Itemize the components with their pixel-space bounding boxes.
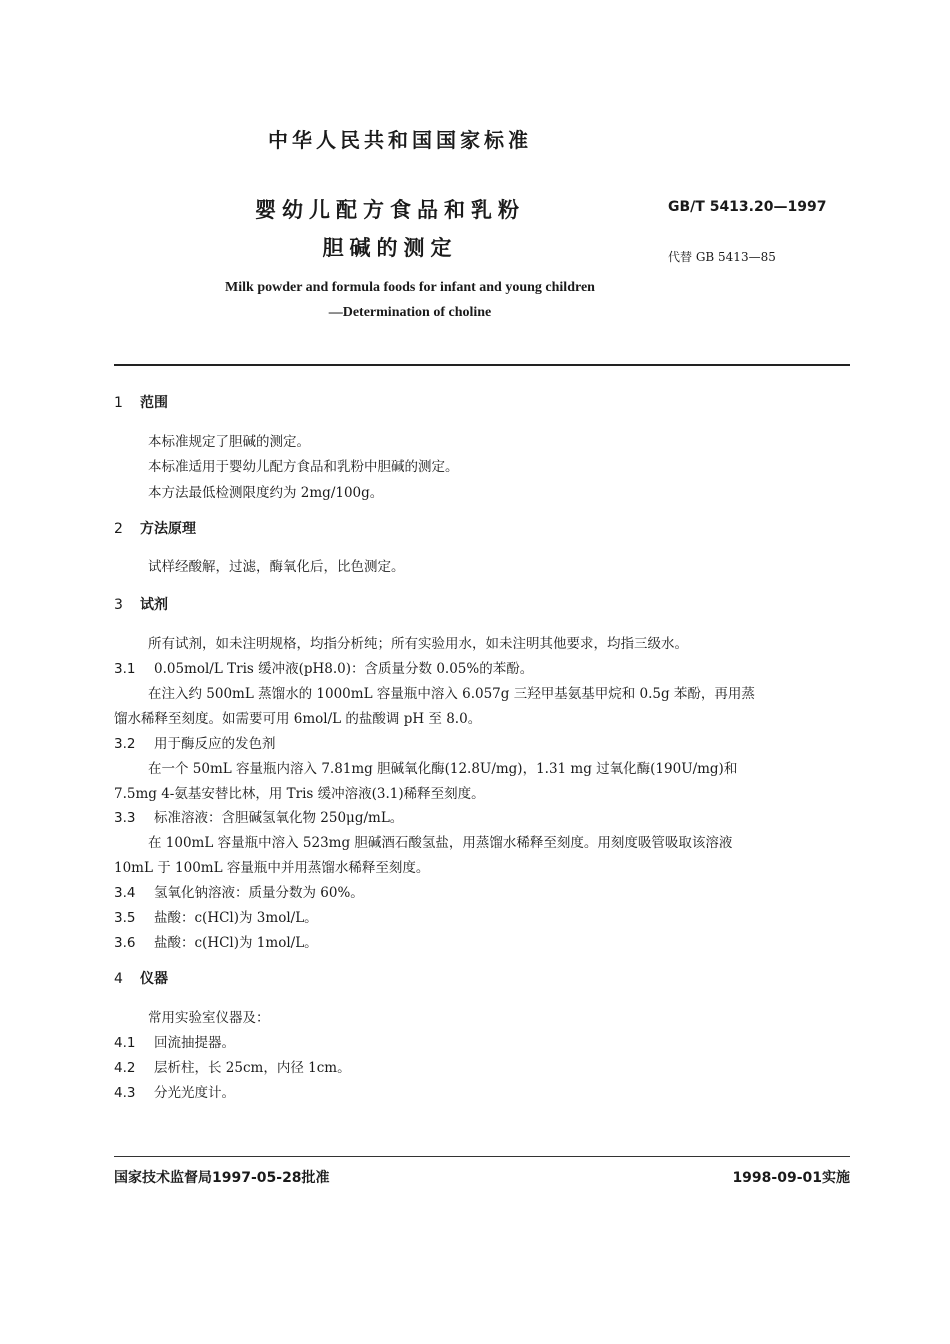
clause-number: 4.3: [114, 1085, 136, 1101]
clause-text: 盐酸：c(HCl)为 3mol/L。: [154, 910, 318, 926]
clause-number: 4.1: [114, 1035, 136, 1051]
subclause-3-5: [114, 906, 318, 926]
clause-text: 0.05mol/L Tris 缓冲液(pH8.0)：含质量分数 0.05%的苯酚。: [154, 661, 534, 677]
paragraph-continuation: 7.5mg 4-氨基安替比林，用 Tris 缓冲溶液(3.1)稀释至刻度。: [114, 786, 485, 802]
paragraph: 本方法最低检测限度约为 2mg/100g。: [148, 485, 384, 501]
english-title-line1: Milk powder and formula foods for infant and young children: [225, 280, 595, 295]
clause-number: 3.5: [114, 910, 136, 926]
section-2-heading: [114, 518, 196, 538]
paragraph: 常用实验室仪器及：: [148, 1010, 270, 1026]
effective-date: 1998-09-01实施: [732, 1170, 850, 1186]
paragraph: 试样经酸解，过滤，酶氧化后，比色测定。: [148, 559, 405, 575]
subclause-4-2: [114, 1056, 351, 1076]
clause-number: 3.4: [114, 885, 136, 901]
clause-text: 回流抽提器。: [154, 1035, 235, 1051]
section-1-heading: [114, 392, 168, 412]
section-title: 方法原理: [140, 521, 196, 537]
clause-text: 氢氧化钠溶液：质量分数为 60%。: [154, 885, 364, 901]
clause-text: 分光光度计。: [154, 1085, 235, 1101]
clause-number: 3.2: [114, 736, 136, 752]
subclause-4-1: [114, 1031, 235, 1051]
footer-divider: [114, 1156, 850, 1157]
paragraph: 所有试剂，如未注明规格，均指分析纯；所有实验用水，如未注明其他要求，均指三级水。: [148, 636, 688, 652]
document-title-line2: 胆碱的测定: [322, 236, 458, 260]
national-standard-heading: 中华人民共和国国家标准: [268, 128, 532, 152]
english-title-line2: —Determination of choline: [328, 305, 492, 320]
header-divider: [114, 364, 850, 366]
standard-number: GB/T 5413.20—1997: [668, 199, 827, 215]
paragraph: 在 100mL 容量瓶中溶入 523mg 胆碱酒石酸氢盐，用蒸馏水稀释至刻度。用刻度吸管吸取该溶液: [148, 835, 733, 851]
paragraph: 在注入约 500mL 蒸馏水的 1000mL 容量瓶中溶入 6.057g 三羟甲基氨基甲烷和 0.5g 苯酚，再用蒸: [148, 686, 755, 702]
clause-text: 盐酸：c(HCl)为 1mol/L。: [154, 935, 318, 951]
subclause-3-1: [114, 657, 533, 677]
paragraph: 本标准适用于婴幼儿配方食品和乳粉中胆碱的测定。: [148, 459, 459, 475]
clause-number: 3.6: [114, 935, 136, 951]
section-title: 试剂: [140, 597, 168, 613]
section-number: 1: [114, 395, 123, 411]
subclause-3-6: [114, 931, 318, 951]
clause-text: 层析柱，长 25cm，内径 1cm。: [154, 1060, 351, 1076]
section-title: 范围: [140, 395, 168, 411]
section-number: 4: [114, 971, 123, 987]
clause-number: 3.3: [114, 810, 136, 826]
paragraph-continuation: 馏水稀释至刻度。如需要可用 6mol/L 的盐酸调 pH 至 8.0。: [114, 711, 482, 727]
subclause-3-2: [114, 732, 276, 752]
subclause-3-4: [114, 881, 364, 901]
document-title-line1: 婴幼儿配方食品和乳粉: [255, 198, 525, 222]
section-title: 仪器: [140, 971, 168, 987]
section-number: 3: [114, 597, 123, 613]
clause-number: 4.2: [114, 1060, 136, 1076]
section-4-heading: [114, 968, 168, 988]
paragraph-continuation: 10mL 于 100mL 容量瓶中并用蒸馏水稀释至刻度。: [114, 860, 430, 876]
subclause-4-3: [114, 1081, 235, 1101]
approval-date: 国家技术监督局1997-05-28批准: [114, 1170, 330, 1186]
section-3-heading: [114, 594, 168, 614]
paragraph: 在一个 50mL 容量瓶内溶入 7.81mg 胆碱氧化酶(12.8U/mg)，1.31 mg 过氧化酶(190U/mg)和: [148, 761, 738, 777]
subclause-3-3: [114, 806, 403, 826]
clause-text: 用于酶反应的发色剂: [154, 736, 276, 752]
section-number: 2: [114, 521, 123, 537]
paragraph: 本标准规定了胆碱的测定。: [148, 434, 310, 450]
replaces-standard: 代替 GB 5413—85: [668, 250, 776, 264]
clause-number: 3.1: [114, 661, 136, 677]
clause-text: 标准溶液：含胆碱氢氧化物 250μg/mL。: [154, 810, 404, 826]
